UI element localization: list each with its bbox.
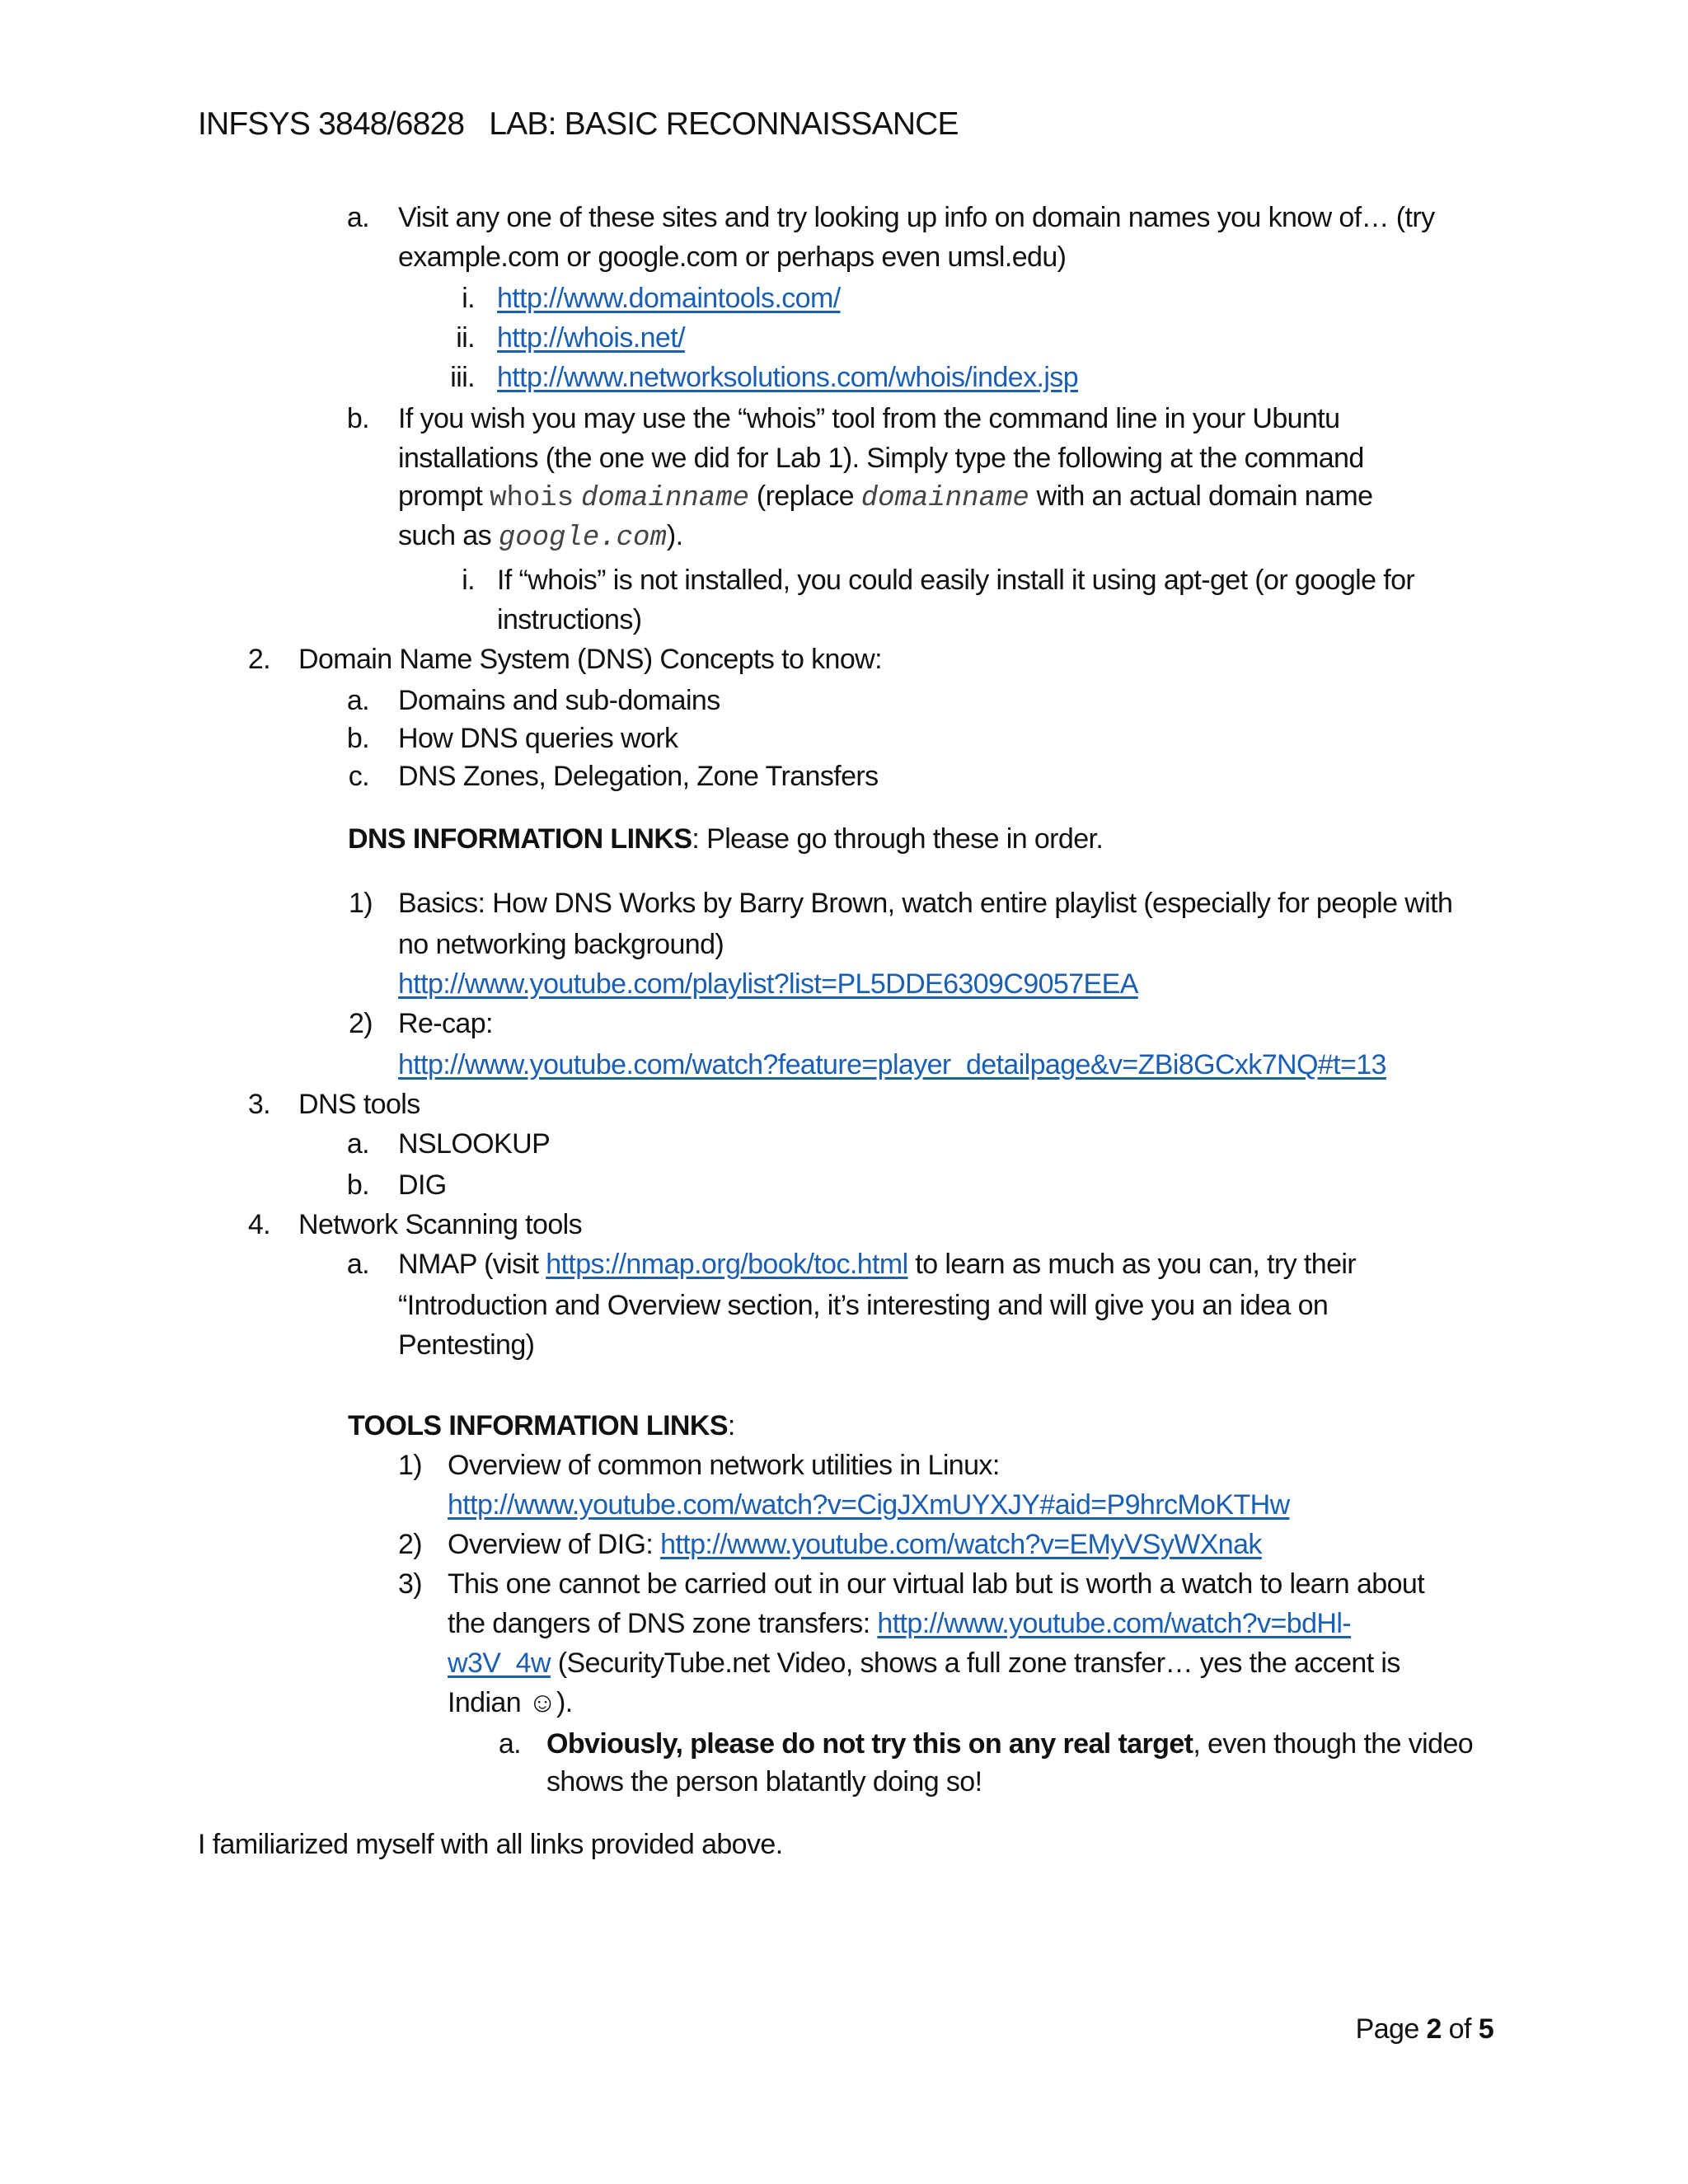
zone-transfer-link[interactable]: http://www.youtube.com/watch?v=bdHl- <box>877 1608 1352 1639</box>
item-text: such as google.com). <box>398 520 683 554</box>
list-marker: iii. <box>450 362 475 393</box>
list-marker: b. <box>346 403 369 434</box>
item-text: the dangers of DNS zone transfers: http://www.youtube.com/watch?v=bdHl- <box>448 1608 1352 1639</box>
item-text: w3V_4w (SecurityTube.net Video, shows a full zone transfer… yes the accent is <box>448 1647 1400 1679</box>
command-arg: domainname <box>580 483 750 514</box>
item-text: This one cannot be carried out in our virtual lab but is worth a watch to learn about <box>448 1568 1425 1600</box>
warning-text: shows the person blatantly doing so! <box>546 1766 982 1797</box>
list-marker: i. <box>462 565 475 596</box>
item-text: instructions) <box>497 604 642 635</box>
list-marker: 3) <box>397 1568 422 1600</box>
zone-transfer-link-cont[interactable]: w3V_4w <box>448 1647 551 1679</box>
warning-text: Obviously, please do not try this on any real target, even though the video <box>546 1728 1474 1760</box>
networksolutions-link[interactable]: http://www.networksolutions.com/whois/index.jsp <box>497 362 1079 393</box>
list-marker: 2) <box>397 1529 422 1560</box>
list-marker: 4. <box>247 1209 270 1240</box>
course-code: INFSYS 3848/6828 <box>198 106 465 142</box>
page-header <box>198 105 959 144</box>
tools-links-heading: TOOLS INFORMATION LINKS: <box>348 1410 735 1441</box>
item-text: prompt whois domainname (replace domainname with an actual domain name <box>398 480 1373 514</box>
list-marker: 1) <box>348 888 373 919</box>
closing-statement: I familiarized myself with all links provided above. <box>198 1829 783 1860</box>
section-title: Domain Name System (DNS) Concepts to know: <box>298 644 882 675</box>
item-text: If “whois” is not installed, you could easily install it using apt-get (or google for <box>497 565 1415 596</box>
item-text: Re-cap: <box>398 1008 493 1039</box>
list-marker: a. <box>498 1728 521 1760</box>
lab-title: LAB: BASIC RECONNAISSANCE <box>489 106 959 142</box>
item-text: example.com or google.com or perhaps even umsl.edu) <box>398 241 1067 273</box>
item-text: NMAP (visit https://nmap.org/book/toc.html to learn as much as you can, try their <box>398 1249 1357 1280</box>
list-item: How DNS queries work <box>398 723 678 754</box>
list-marker: c. <box>348 761 369 792</box>
list-marker: 2) <box>348 1008 373 1039</box>
item-text: “Introduction and Overview section, it’s interesting and will give you an idea on <box>398 1290 1329 1321</box>
list-marker: 3. <box>247 1089 270 1120</box>
item-text: installations (the one we did for Lab 1). Simply type the following at the command <box>398 443 1364 474</box>
list-marker: b. <box>346 1169 369 1201</box>
item-text: Visit any one of these sites and try looking up info on domain names you know of… (try <box>398 202 1435 233</box>
command-whois: whois <box>490 483 574 514</box>
list-marker: ii. <box>456 322 475 354</box>
dns-recap-link[interactable]: http://www.youtube.com/watch?feature=player_detailpage&v=ZBi8GCxk7NQ#t=13 <box>398 1049 1386 1080</box>
item-text: Overview of DIG: http://www.youtube.com/watch?v=EMyVSyWXnak <box>448 1529 1262 1560</box>
code-google: google.com <box>498 523 667 554</box>
code-domainname: domainname <box>860 483 1029 514</box>
dig-overview-link[interactable]: http://www.youtube.com/watch?v=EMyVSyWXnak <box>660 1529 1262 1560</box>
list-marker: a. <box>346 202 369 233</box>
domaintools-link[interactable]: http://www.domaintools.com/ <box>497 283 841 314</box>
item-text: Indian ☺). <box>448 1687 573 1718</box>
item-text: If you wish you may use the “whois” tool from the command line in your Ubuntu <box>398 403 1340 434</box>
list-item: Domains and sub-domains <box>398 685 720 716</box>
item-text: Overview of common network utilities in Linux: <box>448 1450 1000 1481</box>
dns-links-heading: DNS INFORMATION LINKS: Please go through these in order. <box>348 823 1104 855</box>
dns-playlist-link[interactable]: http://www.youtube.com/playlist?list=PL5DDE6309C9057EEA <box>398 968 1138 1000</box>
list-marker: a. <box>346 1128 369 1160</box>
list-item: NSLOOKUP <box>398 1128 551 1160</box>
whoisnet-link[interactable]: http://whois.net/ <box>497 322 685 354</box>
list-marker: 2. <box>247 644 270 675</box>
list-marker: 1) <box>397 1450 422 1481</box>
page-number: Page 2 of 5 <box>1355 2013 1493 2045</box>
section-title: Network Scanning tools <box>298 1209 582 1240</box>
list-marker: i. <box>462 283 475 314</box>
item-text: no networking background) <box>398 929 724 960</box>
section-title: DNS tools <box>298 1089 420 1120</box>
item-text: Basics: How DNS Works by Barry Brown, watch entire playlist (especially for people with <box>398 888 1453 919</box>
list-item: DNS Zones, Delegation, Zone Transfers <box>398 761 879 792</box>
nmap-book-link[interactable]: https://nmap.org/book/toc.html <box>546 1249 908 1280</box>
linux-utilities-link[interactable]: http://www.youtube.com/watch?v=CigJXmUYXJY#aid=P9hrcMoKTHw <box>448 1489 1290 1521</box>
list-marker: a. <box>346 685 369 716</box>
list-marker: b. <box>346 723 369 754</box>
list-marker: a. <box>346 1249 369 1280</box>
list-item: DIG <box>398 1169 447 1201</box>
item-text: Pentesting) <box>398 1329 535 1361</box>
